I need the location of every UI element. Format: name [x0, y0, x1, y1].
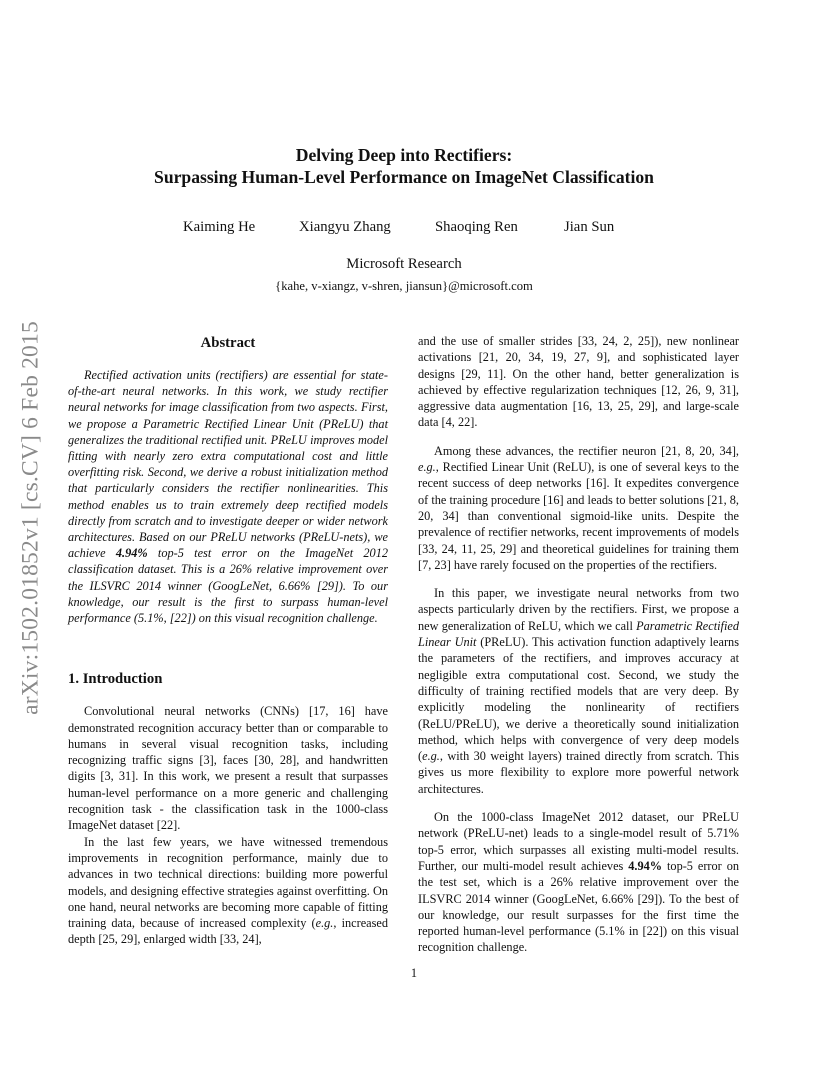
affiliation: Microsoft Research: [346, 256, 462, 272]
author-name: Xiangyu Zhang: [299, 219, 391, 235]
intro-paragraph-2: In the last few years, we have witnessed tremendous improvements in recognition performance, mainly due to advances in two technical directions: building more powerful models, and designing effective strategies against overfitting. On one hand, neural networks are becoming more capable of fitting training data, because of increased complexity (e.g., increased depth [25, 29], enlarged width [33, 24],: [68, 834, 389, 947]
section-heading-introduction: 1. Introduction: [68, 671, 163, 688]
author-name: Shaoqing Ren: [435, 219, 518, 235]
paper-title-line-1: Delving Deep into Rectifiers:: [295, 145, 513, 165]
right-column: [418, 333, 739, 956]
arxiv-identifier: [14, 292, 48, 744]
author-emails: {kahe, v-xiangz, v-shren, jiansun}@microsoft.com: [275, 279, 533, 293]
body-paragraph: In this paper, we investigate neural networks from two aspects particularly driven by the rectifiers. First, we propose a new generalization of ReLU, which we call Parametric Rectified Linear Unit (PReLU). This activation function adaptively learns the parameters of the rectifiers, and improves accuracy at negligible extra computational cost. Second, we study the difficulty of training rectified models that are very deep. By explicitly modeling the nonlinearity of rectifiers (ReLU/PReLU), we derive a theoretically sound initialization method, which helps with convergence of very deep models (e.g., with 30 weight layers) trained directly from scratch. This gives us more flexibility to explore more powerful network architectures.: [418, 586, 739, 796]
paper-title-line-2: Surpassing Human-Level Performance on ImageNet Classification: [154, 167, 654, 187]
author-name: Jian Sun: [564, 219, 615, 235]
author-name: Kaiming He: [183, 219, 256, 235]
author-list: [70, 219, 738, 239]
body-paragraph: and the use of smaller strides [33, 24, 2, 25]), new nonlinear activations [21, 20, 34, 19, 27, 9], and sophisticated layer designs [29, 11]. On the other hand, better generalization is achieved by effective regularization techniques [12, 26, 9, 31], aggressive data augmentation [16, 13, 25, 29], and large-scale data [4, 22].: [418, 334, 739, 430]
body-paragraph: Among these advances, the rectifier neuron [21, 8, 20, 34], e.g., Rectified Linear Unit (ReLU), is one of several keys to the recent success of deep networks [16]. It expedites convergence of the training procedure [16] and leads to better solutions [21, 8, 20, 34] than conventional sigmoid-like units. Despite the prevalence of rectifier networks, recent improvements of models [33, 24, 11, 25, 29] and theoretical guidelines for training them [7, 23] have rarely focused on the properties of the rectifiers.: [418, 443, 739, 572]
intro-paragraph-1: Convolutional neural networks (CNNs) [17, 16] have demonstrated recognition accuracy better than or comparable to humans in several visual recognition tasks, including recognizing traffic signs [3], faces [30, 28], and handwritten digits [3, 31]. In this work, we present a result that surpasses human-level performance on a more generic and challenging recognition task - the classification task in the 1000-class ImageNet dataset [22].: [68, 704, 388, 833]
abstract-heading: Abstract: [200, 335, 256, 351]
abstract-text: Rectified activation units (rectifiers) are essential for state-of-the-art neural networks. In this work, we study rectifier neural networks for image classification from two aspects. First, we propose a Parametric Rectified Linear Unit (PReLU) that generalizes the traditional rectified unit. PReLU improves model fitting with nearly zero extra computational cost and little overfitting risk. Second, we derive a robust initialization method that particularly considers the rectifier nonlinearities. This method enables us to train extremely deep rectified models directly from scratch and to investigate deeper or wider network architectures. Based on our PReLU networks (PReLU-nets), we achieve 4.94% top-5 test error on the ImageNet 2012 classification dataset. This is a 26% relative improvement over the ILSVRC 2014 winner (GoogLeNet, 6.66% [29]). To our knowledge, our result is the first to surpass human-level performance (5.1%, [22]) on this visual recognition challenge.: [68, 368, 389, 626]
left-column: [68, 333, 388, 948]
arxiv-identifier-text: arXiv:1502.01852v1 [cs.CV] 6 Feb 2015: [17, 321, 44, 715]
page-number: 1: [410, 966, 418, 980]
body-paragraph: On the 1000-class ImageNet 2012 dataset, our PReLU network (PReLU-net) leads to a single-model result of 5.71% top-5 error, which surpasses all existing multi-model results. Further, our multi-model result achieves 4.94% top-5 error on the test set, which is a 26% relative improvement over the ILSVRC 2014 winner (GoogLeNet, 6.66% [29]). To the best of our knowledge, our result surpasses for the first time the reported human-level performance (5.1% in [22]) on this visual recognition challenge.: [418, 810, 739, 955]
